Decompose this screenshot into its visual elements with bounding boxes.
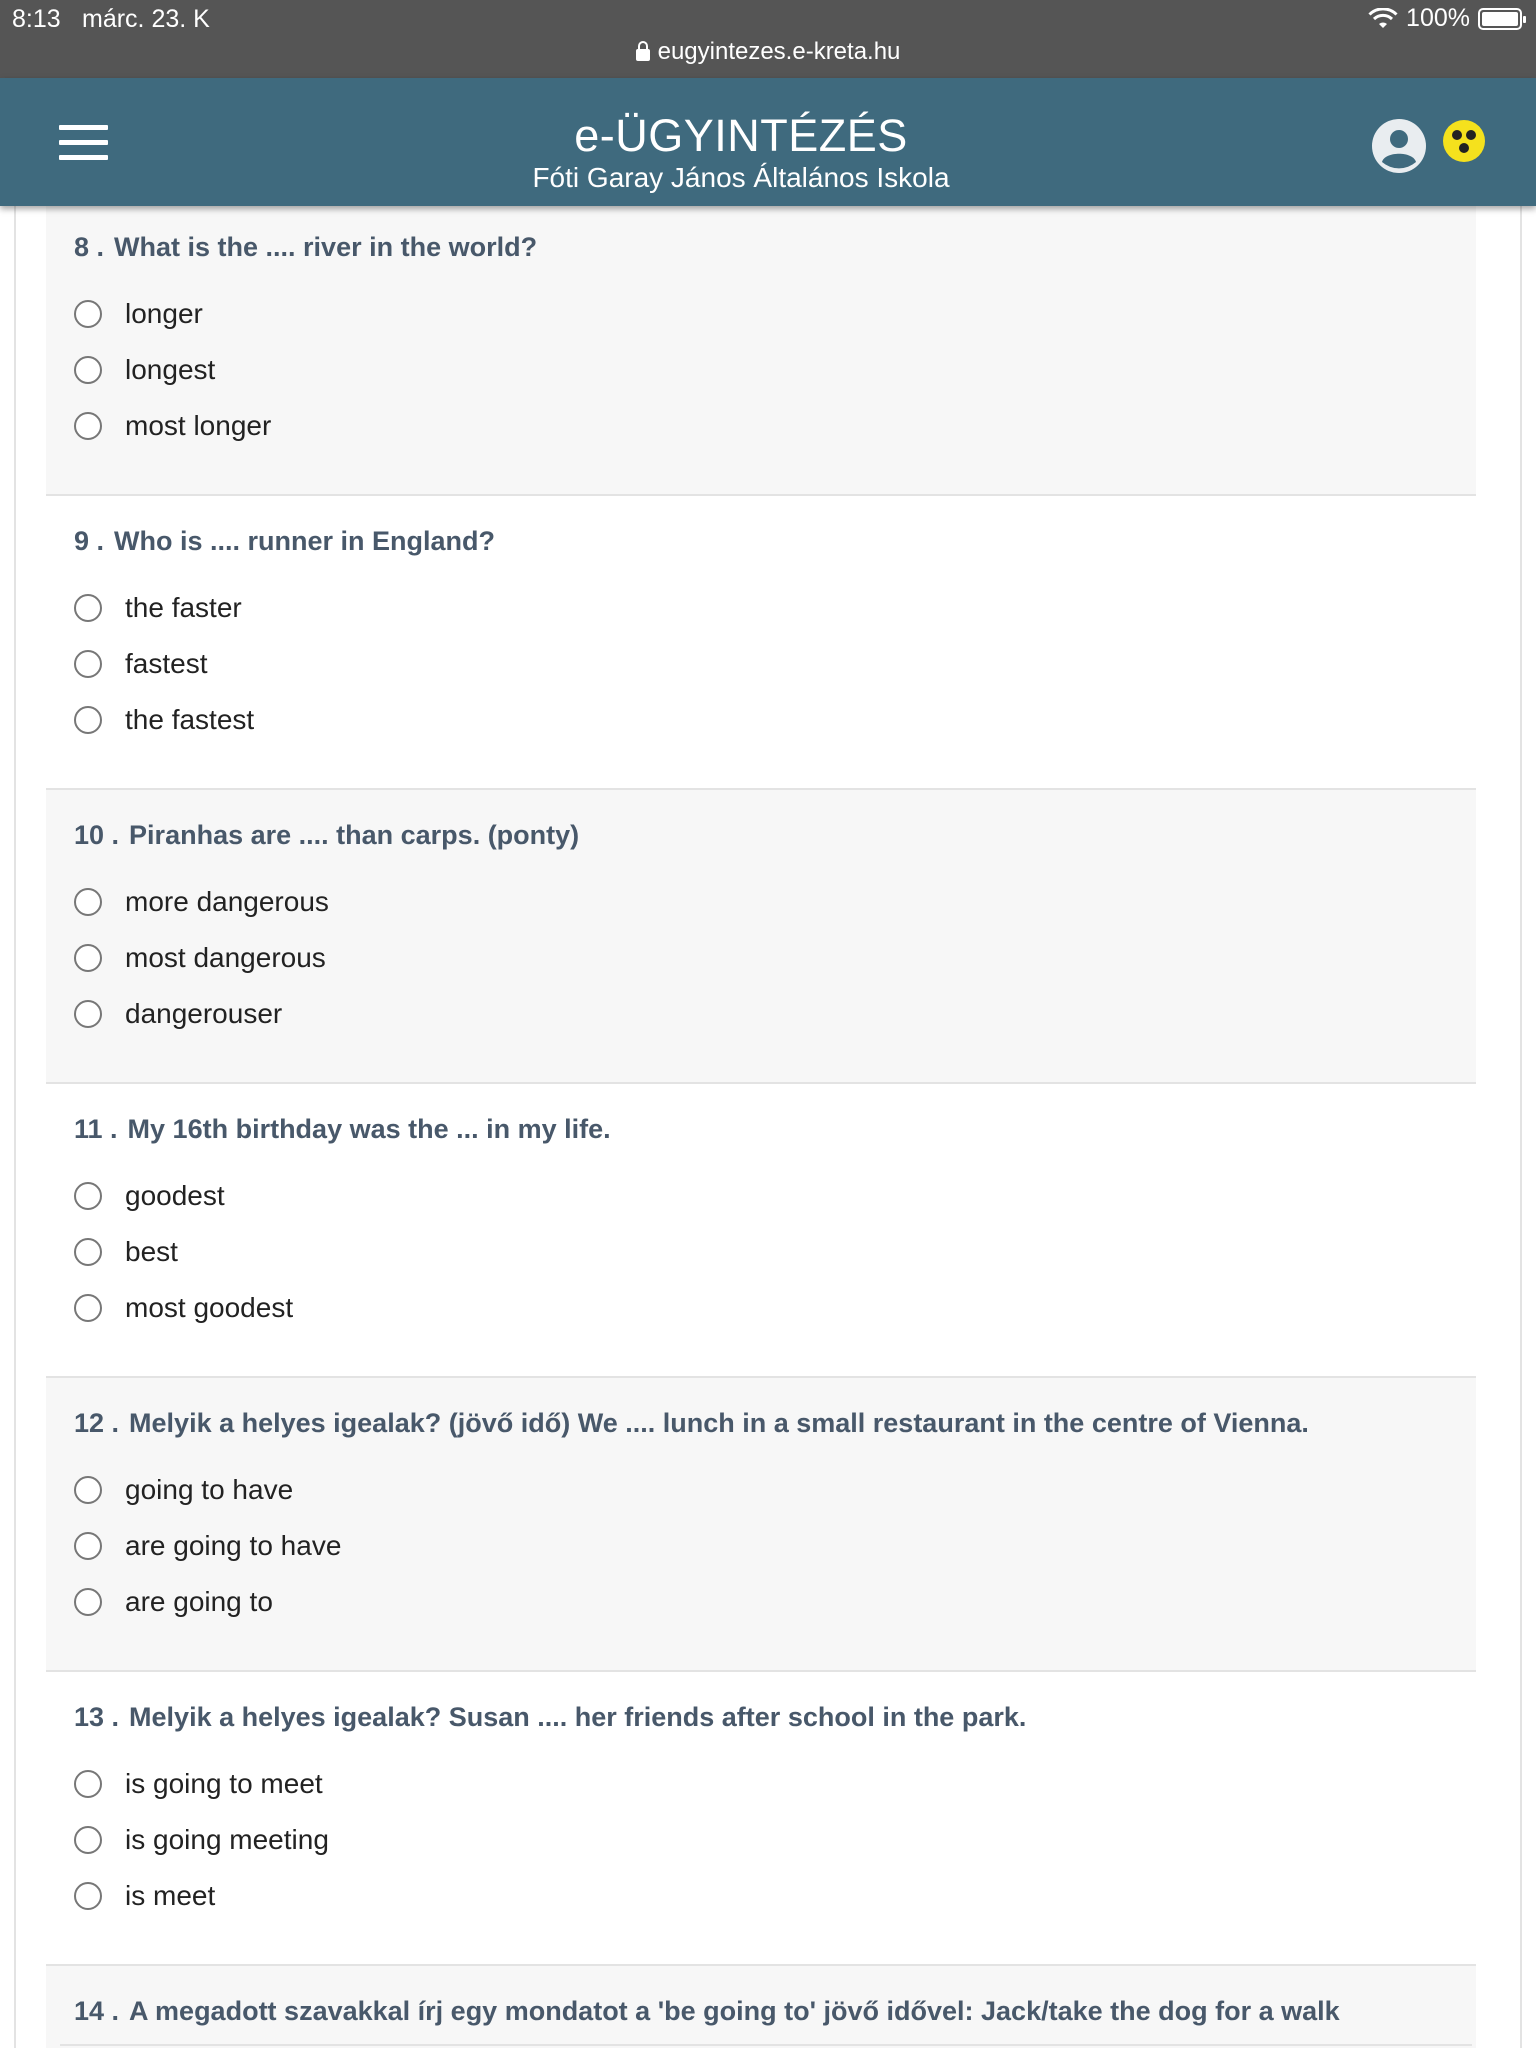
option-radio[interactable]: going to have <box>74 1472 293 1508</box>
option-radio[interactable]: goodest <box>74 1178 225 1214</box>
option-radio[interactable]: is meet <box>74 1878 215 1914</box>
radio-button[interactable] <box>74 412 102 440</box>
wifi-icon <box>1368 8 1398 30</box>
radio-button[interactable] <box>74 706 102 734</box>
radio-button[interactable] <box>74 1770 102 1798</box>
option-radio[interactable]: is going to meet <box>74 1766 323 1802</box>
app-title: e-ÜGYINTÉZÉS <box>574 110 908 161</box>
question-8 <box>46 206 1476 496</box>
option-radio[interactable]: longer <box>74 296 203 332</box>
question-title: 8 . What is the .... river in the world? <box>74 232 538 262</box>
option-radio[interactable]: the fastest <box>74 702 254 738</box>
battery-percent: 100% <box>1406 4 1470 32</box>
option-radio[interactable]: most dangerous <box>74 940 326 976</box>
question-title: 14 . A megadott szavakkal írj egy mondatot a 'be going to' jövő idővel: Jack/take the dog for a walk <box>74 1996 1340 2026</box>
option-radio[interactable]: best <box>74 1234 178 1270</box>
radio-button[interactable] <box>74 594 102 622</box>
option-radio[interactable]: most longer <box>74 408 271 444</box>
battery-icon <box>1478 8 1522 30</box>
question-title: 9 . Who is .... runner in England? <box>74 526 496 556</box>
question-10 <box>46 790 1476 1084</box>
radio-button[interactable] <box>74 1182 102 1210</box>
user-avatar-icon[interactable] <box>1371 118 1427 174</box>
accessibility-icon[interactable] <box>1443 120 1485 162</box>
radio-button[interactable] <box>74 1826 102 1854</box>
radio-button[interactable] <box>74 1532 102 1560</box>
url-text: eugyintezes.e-kreta.hu <box>657 38 901 65</box>
status-date: márc. 23. K <box>82 5 210 33</box>
radio-button[interactable] <box>74 888 102 916</box>
option-radio[interactable]: is going meeting <box>74 1822 329 1858</box>
radio-button[interactable] <box>74 1000 102 1028</box>
lock-icon <box>636 49 650 61</box>
radio-button[interactable] <box>74 1882 102 1910</box>
question-12 <box>46 1378 1476 1672</box>
question-14 <box>46 1966 1476 2048</box>
question-title: 12 . Melyik a helyes igealak? (jövő idő) We .... lunch in a small restaurant in the centre of Vienna. <box>74 1408 1309 1438</box>
radio-button[interactable] <box>74 300 102 328</box>
option-radio[interactable]: the faster <box>74 590 242 626</box>
radio-button[interactable] <box>74 356 102 384</box>
question-title: 10 . Piranhas are .... than carps. (ponty) <box>74 820 580 850</box>
option-radio[interactable]: are going to <box>74 1584 273 1620</box>
radio-button[interactable] <box>74 1294 102 1322</box>
app-header <box>0 78 1536 206</box>
school-name: Fóti Garay János Általános Iskola <box>532 162 950 193</box>
option-radio[interactable]: fastest <box>74 646 207 682</box>
option-radio[interactable]: most goodest <box>74 1290 293 1326</box>
option-radio[interactable]: are going to have <box>74 1528 341 1564</box>
question-9 <box>46 496 1476 790</box>
radio-button[interactable] <box>74 1476 102 1504</box>
url-bar[interactable] <box>0 38 1536 66</box>
question-13 <box>46 1672 1476 1966</box>
option-radio[interactable]: more dangerous <box>74 884 329 920</box>
option-radio[interactable]: longest <box>74 352 215 388</box>
answer-input-border[interactable] <box>60 2044 1472 2046</box>
question-11 <box>46 1084 1476 1378</box>
radio-button[interactable] <box>74 944 102 972</box>
question-title: 11 . My 16th birthday was the ... in my life. <box>74 1114 611 1144</box>
status-time: 8:13 <box>12 5 61 33</box>
radio-button[interactable] <box>74 650 102 678</box>
radio-button[interactable] <box>74 1588 102 1616</box>
status-bar <box>0 0 1536 78</box>
option-radio[interactable]: dangerouser <box>74 996 282 1032</box>
radio-button[interactable] <box>74 1238 102 1266</box>
question-title: 13 . Melyik a helyes igealak? Susan .... her friends after school in the park. <box>74 1702 1027 1732</box>
status-right <box>1368 4 1522 33</box>
